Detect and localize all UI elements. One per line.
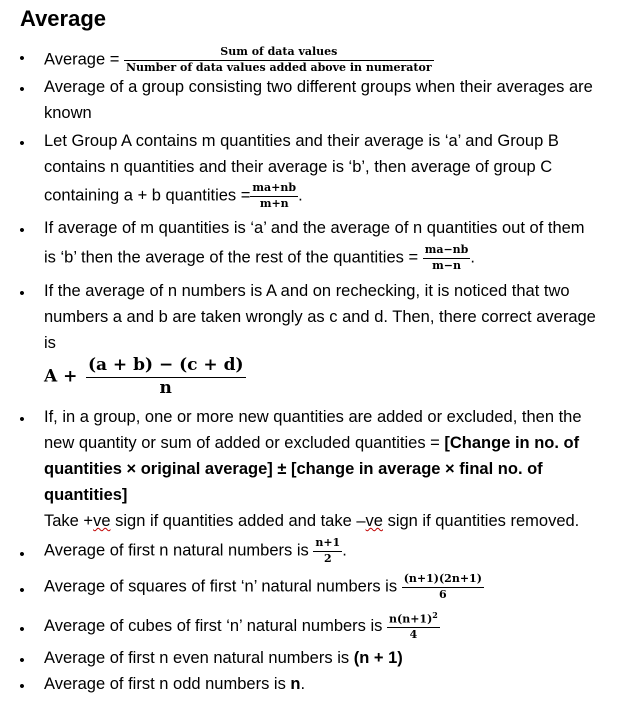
spellcheck-text: ve bbox=[365, 512, 383, 530]
bold-text: (n + 1) bbox=[353, 649, 403, 667]
bullet-text: Average of first n natural numbers is bbox=[44, 541, 309, 560]
text-span: Take + bbox=[44, 512, 94, 530]
sign-note bbox=[44, 512, 579, 531]
bold-text: n bbox=[290, 675, 301, 693]
rest-average-formula bbox=[44, 244, 475, 272]
fraction-denominator: 4 bbox=[409, 628, 418, 642]
natural-average-fraction bbox=[313, 537, 342, 565]
bold-text: quantities] bbox=[44, 486, 128, 504]
bullet-icon: • bbox=[19, 285, 25, 302]
text-span: sign if quantities removed. bbox=[382, 512, 580, 530]
bullet-text: known bbox=[44, 104, 92, 122]
fraction-numerator: Sum of data values bbox=[124, 46, 434, 61]
text-span: new quantity or sum of added or excluded quantities = bbox=[44, 434, 445, 452]
average-fraction bbox=[124, 46, 434, 74]
formula-prefix: A + bbox=[44, 366, 78, 387]
fraction-numerator: (a + b) − (c + d) bbox=[86, 356, 246, 378]
cubes-average-fraction bbox=[387, 611, 440, 642]
period: . bbox=[342, 541, 347, 560]
period: . bbox=[300, 675, 306, 693]
bullet-text: containing a + b quantities = bbox=[44, 186, 251, 205]
squares-average-formula bbox=[44, 573, 484, 601]
fraction-numerator: (n+1)(2n+1) bbox=[402, 573, 484, 588]
numerator-base: n(n+1) bbox=[389, 612, 433, 626]
fraction-numerator bbox=[387, 611, 440, 628]
even-average-line bbox=[44, 649, 403, 668]
exponent: 2 bbox=[432, 610, 438, 620]
bullet-icon: • bbox=[19, 411, 25, 428]
squares-average-fraction bbox=[402, 573, 484, 601]
odd-average-line bbox=[44, 675, 305, 694]
bullet-text: Average of first n even natural numbers is bbox=[44, 649, 354, 667]
fraction-denominator: m−n bbox=[432, 258, 461, 272]
bullet-text: If the average of n numbers is A and on rechecking, it is noticed that two bbox=[44, 282, 570, 300]
period: . bbox=[298, 186, 303, 205]
natural-average-formula bbox=[44, 537, 347, 565]
bullet-icon: • bbox=[19, 621, 25, 638]
bullet-icon: • bbox=[19, 222, 25, 239]
bullet-text: numbers a and b are taken wrongly as c and d. Then, there correct average bbox=[44, 308, 596, 326]
bullet-icon: • bbox=[19, 135, 25, 152]
fraction-denominator: n bbox=[159, 377, 172, 398]
bullet-text: Let Group A contains m quantities and their average is ‘a’ and Group B bbox=[44, 132, 559, 150]
fraction-denominator: 6 bbox=[438, 587, 447, 601]
fraction-numerator: ma+nb bbox=[250, 182, 298, 197]
correct-average-fraction bbox=[86, 356, 246, 398]
fraction-numerator: n+1 bbox=[313, 537, 342, 552]
bullet-text: If average of m quantities is ‘a’ and the average of n quantities out of them bbox=[44, 219, 585, 237]
bullet-text: Average of cubes of first ‘n’ natural numbers is bbox=[44, 616, 383, 635]
bullet-text: Average of squares of first ‘n’ natural numbers is bbox=[44, 577, 398, 596]
bullet-icon: • bbox=[19, 652, 25, 669]
bold-text: quantities × original average] ± [change in average × final no. of bbox=[44, 460, 543, 478]
bullet-icon: • bbox=[19, 546, 25, 563]
bullet-text bbox=[44, 434, 579, 453]
group-c-fraction bbox=[250, 182, 298, 210]
correct-average-formula bbox=[44, 356, 246, 398]
bullet-icon: • bbox=[19, 50, 25, 67]
bullet-text: If, in a group, one or more new quantities are added or excluded, then the bbox=[44, 408, 582, 426]
fraction-denominator: Number of data values added above in numerator bbox=[125, 60, 432, 74]
cubes-average-formula bbox=[44, 611, 440, 642]
fraction-denominator: m+n bbox=[259, 196, 289, 210]
period: . bbox=[470, 248, 475, 267]
rest-average-fraction bbox=[423, 244, 471, 272]
bold-text: [Change in no. of bbox=[444, 434, 580, 452]
bullet-text: is ‘b’ then the average of the rest of the quantities = bbox=[44, 248, 419, 267]
spellcheck-text: ve bbox=[93, 512, 111, 530]
bullet-icon: • bbox=[19, 81, 25, 98]
bullet-text: is bbox=[44, 334, 56, 352]
fraction-numerator: ma−nb bbox=[423, 244, 471, 259]
bullet-text: Average of a group consisting two different groups when their averages are bbox=[44, 78, 593, 96]
page-title: Average bbox=[20, 6, 107, 31]
fraction-denominator: 2 bbox=[323, 551, 332, 565]
bullet-icon: • bbox=[19, 678, 25, 695]
average-definition bbox=[44, 46, 434, 74]
bullet-text: contains n quantities and their average is ‘b’, then average of group C bbox=[44, 158, 553, 176]
group-c-formula bbox=[44, 182, 303, 210]
text-span: sign if quantities added and take – bbox=[110, 512, 366, 530]
bullet-text: Average of first n odd numbers is bbox=[44, 675, 291, 693]
bullet-icon: • bbox=[19, 582, 25, 599]
average-label: Average = bbox=[44, 50, 120, 69]
